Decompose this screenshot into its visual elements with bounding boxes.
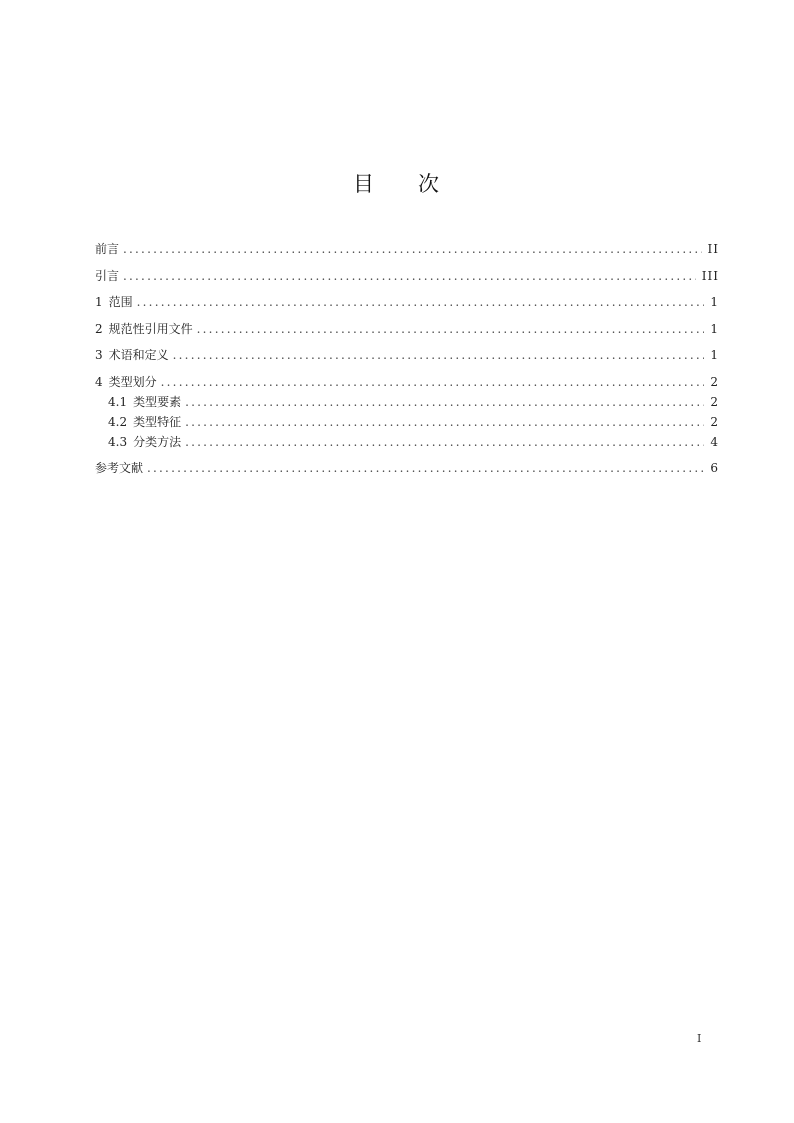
toc-entry-page: 2 [710,374,719,389]
toc-entry-label: 类型特征 [133,414,182,429]
table-of-contents [95,240,719,486]
toc-title-char-1: 目 [353,172,376,196]
toc-entry-number: 4.2 [108,414,128,429]
toc-entry-label: 参考文献 [95,461,144,475]
toc-entry-label: 术语和定义 [108,348,169,362]
dot-leader [137,293,705,311]
toc-title-char-2: 次 [418,172,441,196]
toc-entry-introduction[interactable] [95,267,719,285]
toc-entry-page: 2 [710,414,719,429]
toc-entry-label: 类型要素 [133,394,182,409]
toc-entry-number: 1 [95,295,103,309]
toc-entry-terms-definitions[interactable] [95,346,719,364]
dot-leader [185,433,704,451]
toc-entry-number: 2 [95,321,103,336]
toc-entry-bibliography[interactable] [95,459,719,477]
dot-leader [123,240,702,258]
toc-entry-type-division[interactable] [95,373,719,391]
toc-entry-label: 分类方法 [133,434,182,449]
toc-entry-type-features[interactable] [95,413,719,431]
toc-entry-page: 1 [710,321,719,336]
toc-entry-type-elements[interactable] [95,393,719,411]
toc-entry-number: 4.3 [108,434,128,449]
dot-leader [185,413,704,431]
page-number: I [697,1032,702,1045]
dot-leader [197,320,705,338]
toc-entry-label: 范围 [108,295,133,309]
toc-entry-page: 1 [710,348,719,362]
toc-entry-page: 2 [710,394,719,409]
toc-entry-number: 4.1 [108,394,128,409]
dot-leader [173,346,705,364]
toc-entry-page: 4 [710,434,719,449]
toc-entry-label: 前言 [95,242,120,256]
dot-leader [161,373,705,391]
toc-entry-page: III [701,268,719,283]
toc-entry-number: 4 [95,374,103,389]
toc-entry-page: II [707,242,719,256]
toc-entry-scope[interactable] [95,293,719,311]
toc-title [0,168,794,198]
toc-entry-page: 6 [710,461,719,475]
dot-leader [185,393,704,411]
toc-entry-page: 1 [710,295,719,309]
toc-entry-number: 3 [95,348,103,362]
dot-leader [123,267,696,285]
toc-entry-classification-method[interactable] [95,433,719,451]
toc-entry-label: 引言 [95,268,120,283]
toc-entry-foreword[interactable] [95,240,719,258]
toc-entry-label: 规范性引用文件 [108,321,193,336]
toc-entry-label: 类型划分 [108,374,157,389]
toc-entry-normative-references[interactable] [95,320,719,338]
dot-leader [147,459,704,477]
